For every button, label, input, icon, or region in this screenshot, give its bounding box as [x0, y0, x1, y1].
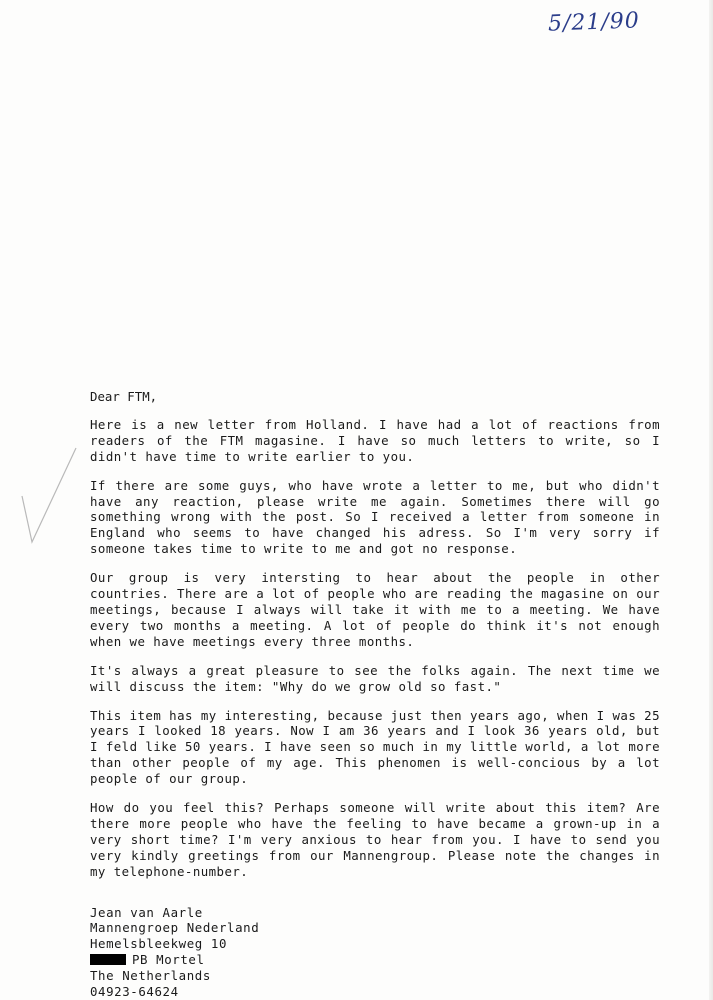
redaction-bar: [90, 954, 126, 965]
signature-country: The Netherlands: [90, 968, 211, 984]
salutation: Dear FTM,: [90, 389, 158, 404]
paragraph: If there are some guys, who have wrote a letter to me, but who didn't have any reaction, please write me again. Sometimes there will go something wrong with the post. So I received a letter from someone in England who seems to have changed his adress. So I'm very sorry if someone takes time to write to me and got no response.: [90, 477, 660, 557]
signature-city-line: [90, 952, 660, 968]
handwritten-date: 5/21/90: [547, 8, 641, 37]
paper-edge: [709, 0, 713, 1000]
pencil-check-mark: [18, 430, 78, 550]
paragraph: How do you feel this? Perhaps someone will write about this item? Are there more people who have the feeling to have became a grown-up in a very short time? I'm very anxious to hear from you. I have to send you very kindly greetings from our Mannengroup. Please note the changes in my telephone-number.: [90, 800, 660, 879]
signature-name: Jean van Aarle: [90, 904, 203, 920]
paragraph: This item has my interesting, because just then years ago, when I was 25 years I looked 18 years. Now I am 36 years and I look 36 years old, but I feld like 50 years. I have seen so much in my little world, a lot more than other people of my age. This phenomen is well-concious by a lot people of our group.: [90, 707, 660, 787]
paragraph: Here is a new letter from Holland. I have had a lot of reactions from readers of the FTM magasine. I have so much letters to write, so I didn't have time to write earlier to you.: [90, 416, 660, 464]
paragraph: Our group is very intersting to hear about the people in other countries. There are a lot of people who are reading the magasine on our meetings, because I always will take it with me to a meeting. We have every two months a meeting. A lot of people do think it's not enough when we have meetings every three months.: [90, 570, 660, 649]
signature-phone: 04923-64624: [90, 984, 179, 1000]
signature-block: [90, 905, 660, 1000]
signature-organization: Mannengroep Nederland: [90, 920, 260, 936]
signature-street: Hemelsbleekweg 10: [90, 936, 228, 952]
letter-body: [90, 389, 660, 1000]
paragraph: It's always a great pleasure to see the folks again. The next time we will discuss the item: "Why do we grow old so fast.": [90, 662, 660, 694]
signature-city: PB Mortel: [132, 952, 205, 968]
